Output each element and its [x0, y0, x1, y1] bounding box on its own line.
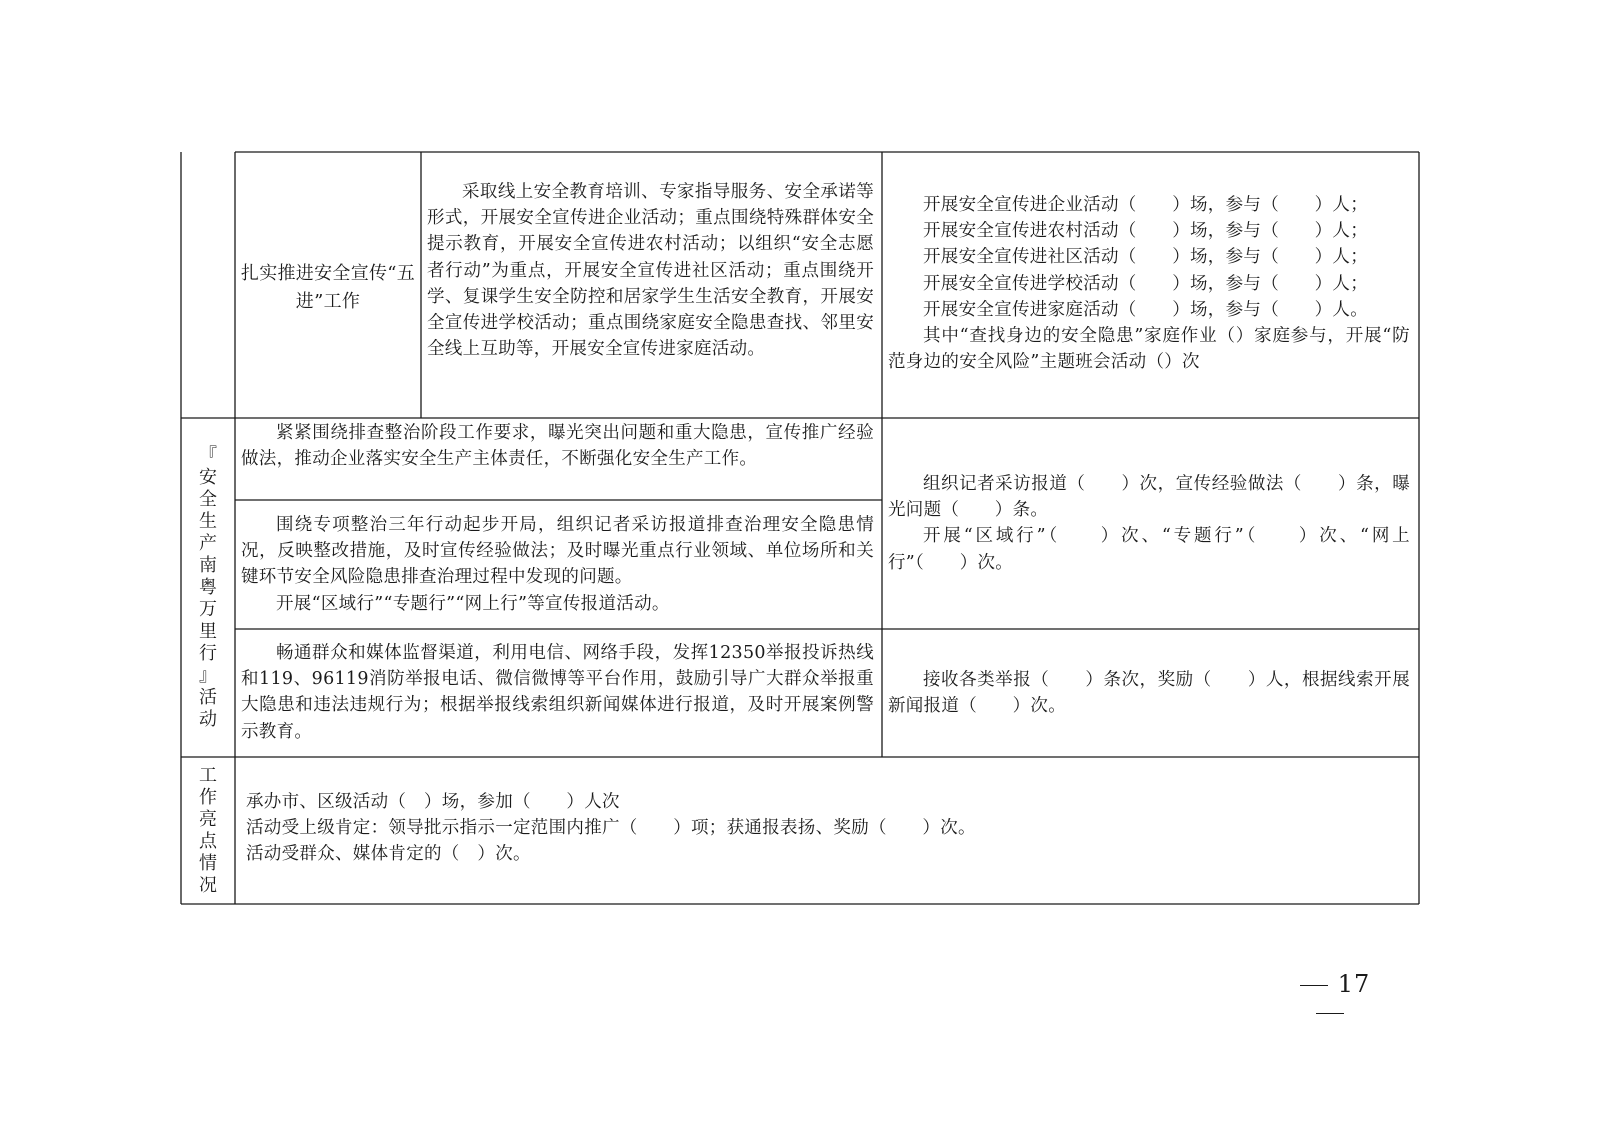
highlights-label-char: 工 [199, 764, 217, 786]
highlights-label-char: 情 [199, 852, 217, 874]
page-number-dash-right [1316, 1013, 1344, 1014]
group-intro-cell [241, 420, 874, 472]
highlights-line-hosted: 承办市、区级活动（ ）场，参加（ ）人次 [246, 792, 620, 812]
stats-line-family: 开展安全宣传进家庭活动（ ）场，参与（ ）人。 [923, 299, 1368, 320]
group-item1-stats-cell [888, 471, 1410, 576]
group-item2-stats-cell [888, 667, 1410, 719]
group-item2-stats-text: 接收各类举报（ ）条次，奖励（ ）人，根据线索开展新闻报道（ ）次。 [888, 670, 1410, 717]
stats-cell-five-into [888, 192, 1410, 375]
page-number [1270, 970, 1390, 1026]
highlights-label-char: 亮 [199, 808, 217, 830]
group-label-char: 全 [199, 488, 217, 510]
group-item1-stats-line: 组织记者采访报道（ ）次，宣传经验做法（ ）条，曝光问题（ ）条。 [888, 474, 1410, 521]
stats-line-enterprise: 开展安全宣传进企业活动（ ）场，参与（ ）人； [923, 195, 1368, 215]
highlights-label-char: 点 [199, 830, 217, 852]
measure-cell-five-into [427, 179, 874, 362]
highlights-label-vertical [181, 757, 235, 904]
group-label-char: 行 [199, 642, 217, 664]
group-label-char: 安 [199, 466, 217, 488]
group-label-char: 『 [199, 444, 217, 466]
group-label-char: 生 [199, 510, 217, 532]
page-number-dash-left [1300, 985, 1328, 986]
highlights-line-public: 活动受群众、媒体肯定的（ ）次。 [246, 844, 531, 865]
group-label-char: 南 [199, 554, 217, 576]
group-item2-text: 畅通群众和媒体监督渠道，利用电信、网络手段，发挥12350举报投诉热线和119、96119消防举报电话、微信微博等平台作用，鼓励引导广大群众举报重大隐患和违法违规行为；根据举报线索组织新闻媒体进行报道，及时开展案例警示教育。 [241, 643, 874, 742]
highlights-line-superior: 活动受上级肯定：领导批示指示一定范围内推广（ ）项；获通报表扬、奖励（ ）次。 [246, 818, 976, 839]
group-label-char: 』 [199, 664, 217, 686]
measure-text: 采取线上安全教育培训、专家指导服务、安全承诺等形式，开展安全宣传进企业活动；重点围绕特殊群体安全提示教育，开展安全宣传进农村活动；以组织“安全志愿者行动”为重点，开展安全宣传进社区活动；重点围绕开学、复课学生安全防控和居家学生生活安全教育，开展安全宣传进学校活动；重点围绕家庭安全隐患查找、邻里安全线上互助等，开展安全宣传进家庭活动。 [427, 182, 874, 360]
group-label-char: 动 [199, 708, 217, 730]
group-label-char: 里 [199, 620, 217, 642]
highlights-label-char: 作 [199, 786, 217, 808]
highlights-cell [246, 789, 1406, 868]
stats-line-community: 开展安全宣传进社区活动（ ）场，参与（ ）人； [923, 247, 1368, 268]
stats-line-school: 开展安全宣传进学校活动（ ）场，参与（ ）人； [923, 273, 1368, 294]
group-label-char: 万 [199, 598, 217, 620]
group-label-char: 活 [199, 686, 217, 708]
stats-line-rural: 开展安全宣传进农村活动（ ）场，参与（ ）人； [923, 221, 1368, 242]
group-item1-cell [241, 512, 874, 617]
group-label-char: 粤 [199, 576, 217, 598]
group-label-char: 产 [199, 532, 217, 554]
group-label-vertical [181, 418, 235, 757]
group-item1-text-2: 开展“区域行”“专题行”“网上行”等宣传报道活动。 [276, 593, 670, 614]
task-name: 扎实推进安全宣传“五进”工作 [240, 263, 416, 312]
group-item1-stats-line-2: 开展“区域行”（ ）次、“专题行”（ ）次、“网上行”（ ）次。 [888, 526, 1410, 573]
group-item1-text: 围绕专项整治三年行动起步开局，组织记者采访报道排查治理安全隐患情况，反映整改措施，及时宣传经验做法；及时曝光重点行业领域、单位场所和关键环节安全风险隐患排查治理过程中发现的问题。 [241, 515, 874, 588]
page-number-value: 17 [1337, 970, 1371, 998]
stats-line-homework: 其中“查找身边的安全隐患”家庭作业（）家庭参与，开展“防范身边的安全风险”主题班会活动（）次 [888, 326, 1410, 373]
task-cell-five-into [240, 260, 416, 316]
highlights-label-char: 况 [199, 874, 217, 896]
group-intro-text: 紧紧围绕排查整治阶段工作要求，曝光突出问题和重大隐患，宣传推广经验做法，推动企业落实安全生产主体责任，不断强化安全生产工作。 [241, 423, 874, 470]
group-item2-cell [241, 640, 874, 745]
